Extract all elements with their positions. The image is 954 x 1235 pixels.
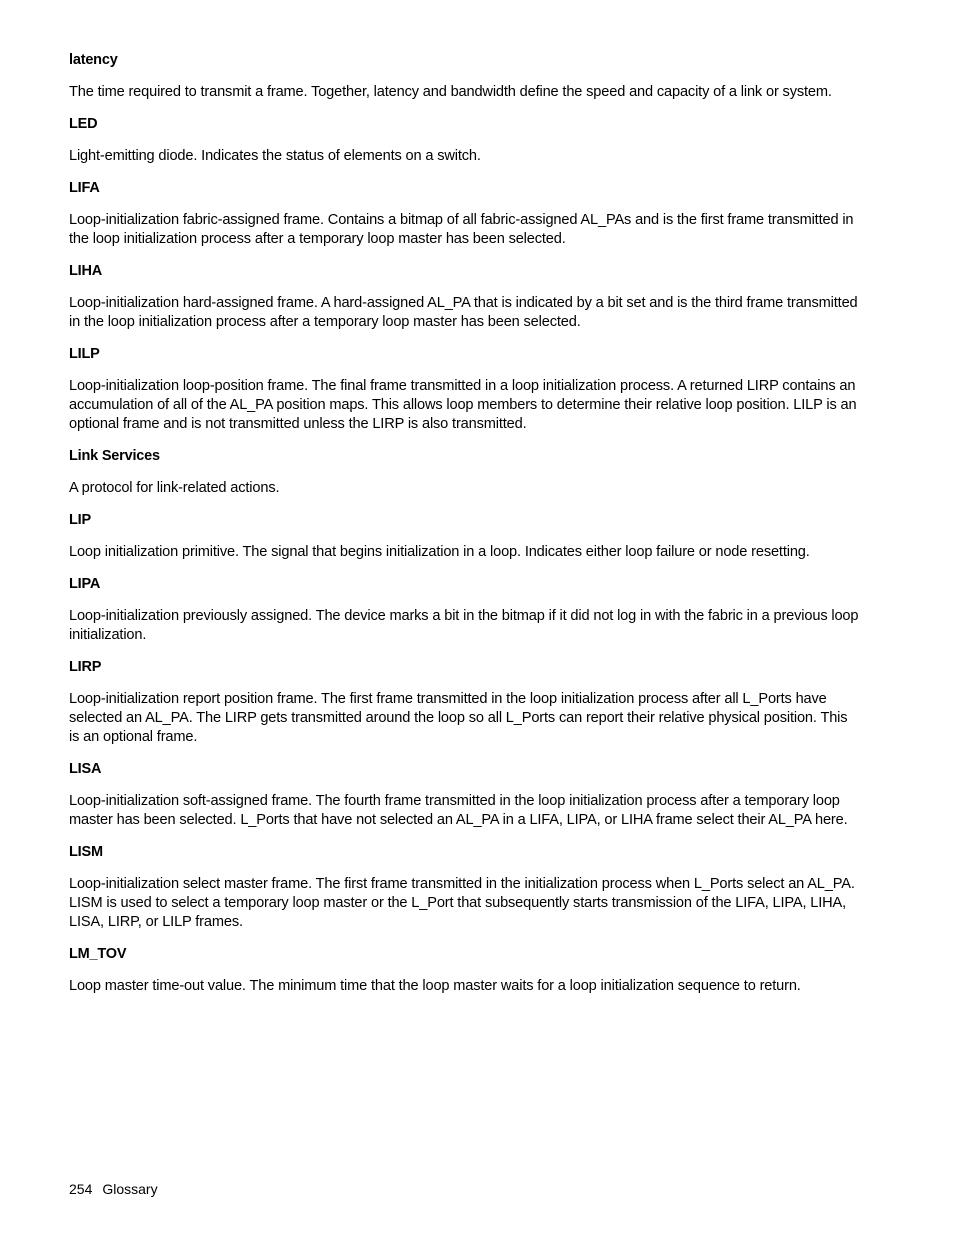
glossary-entry-lisa: [69, 759, 859, 830]
glossary-term: LIRP: [69, 659, 102, 675]
glossary-term: Link Services: [69, 448, 160, 464]
glossary-term: LILP: [69, 346, 100, 362]
page-number: 254: [69, 1181, 93, 1197]
glossary-entry-lip: [69, 510, 859, 562]
glossary-term: LIPA: [69, 576, 101, 592]
glossary-definition: Loop-initialization soft-assigned frame. The fourth frame transmitted in the loop initialization process after a temporary loop master has been selected. L_Ports that have not selected an AL_PA in a LIFA, LIPA, or LIHA frame select their AL_PA here.: [69, 793, 848, 828]
glossary-term: LISA: [69, 761, 102, 777]
glossary-definition: A protocol for link-related actions.: [69, 480, 280, 496]
glossary-entry-led: [69, 114, 859, 166]
glossary-term: LIHA: [69, 263, 103, 279]
glossary-definition: Loop-initialization hard-assigned frame. A hard-assigned AL_PA that is indicated by a bit set and is the third frame transmitted in the loop initialization process after a temporary loop master has been selected.: [69, 295, 858, 330]
glossary-term: latency: [69, 52, 118, 68]
glossary-definition: Loop master time-out value. The minimum time that the loop master waits for a loop initialization sequence to return.: [69, 978, 801, 994]
glossary-term: LIP: [69, 512, 91, 528]
glossary-entry-lirp: [69, 657, 859, 747]
glossary-entry-link-services: [69, 446, 859, 498]
glossary-entry-lifa: [69, 178, 859, 249]
glossary-term: LIFA: [69, 180, 100, 196]
glossary-entry-lilp: [69, 344, 859, 434]
page-footer: [69, 1179, 158, 1199]
glossary-term: LM_TOV: [69, 946, 127, 962]
glossary-entry-lipa: [69, 574, 859, 645]
glossary-entry-liha: [69, 261, 859, 332]
footer-section-title: Glossary: [102, 1181, 158, 1197]
glossary-term: LISM: [69, 844, 103, 860]
glossary-definition: Loop-initialization select master frame. The first frame transmitted in the initialization process when L_Ports select an AL_PA. LISM is used to select a temporary loop master or the L_Port that subsequently starts transmission of the LIFA, LIPA, LIHA, LISA, LIRP, or LILP frames.: [69, 876, 855, 930]
glossary-definition: Loop-initialization previously assigned. The device marks a bit in the bitmap if it did not log in with the fabric in a previous loop initialization.: [69, 608, 859, 643]
glossary-entry-lm-tov: [69, 944, 859, 996]
glossary-definition: Loop initialization primitive. The signal that begins initialization in a loop. Indicates either loop failure or node resetting.: [69, 544, 810, 560]
glossary-definition: Loop-initialization loop-position frame. The final frame transmitted in a loop initialization process. A returned LIRP contains an accumulation of all of the AL_PA position maps. This allows loop members to determine their relative loop position. LILP is an optional frame and is not transmitted unless the LIRP is also transmitted.: [69, 378, 857, 432]
glossary-definition: Light-emitting diode. Indicates the status of elements on a switch.: [69, 148, 481, 164]
glossary-entry-lism: [69, 842, 859, 932]
glossary-entry-latency: [69, 50, 859, 102]
glossary-definition: Loop-initialization fabric-assigned frame. Contains a bitmap of all fabric-assigned AL_PAs and is the first frame transmitted in the loop initialization process after a temporary loop master has been selected.: [69, 212, 854, 247]
glossary-definition: The time required to transmit a frame. Together, latency and bandwidth define the speed and capacity of a link or system.: [69, 84, 832, 100]
glossary-entries: [69, 50, 859, 1008]
glossary-term: LED: [69, 116, 98, 132]
glossary-definition: Loop-initialization report position frame. The first frame transmitted in the loop initialization process after all L_Ports have selected an AL_PA. The LIRP gets transmitted around the loop so all L_Ports can report their relative physical position. This is an optional frame.: [69, 691, 848, 745]
